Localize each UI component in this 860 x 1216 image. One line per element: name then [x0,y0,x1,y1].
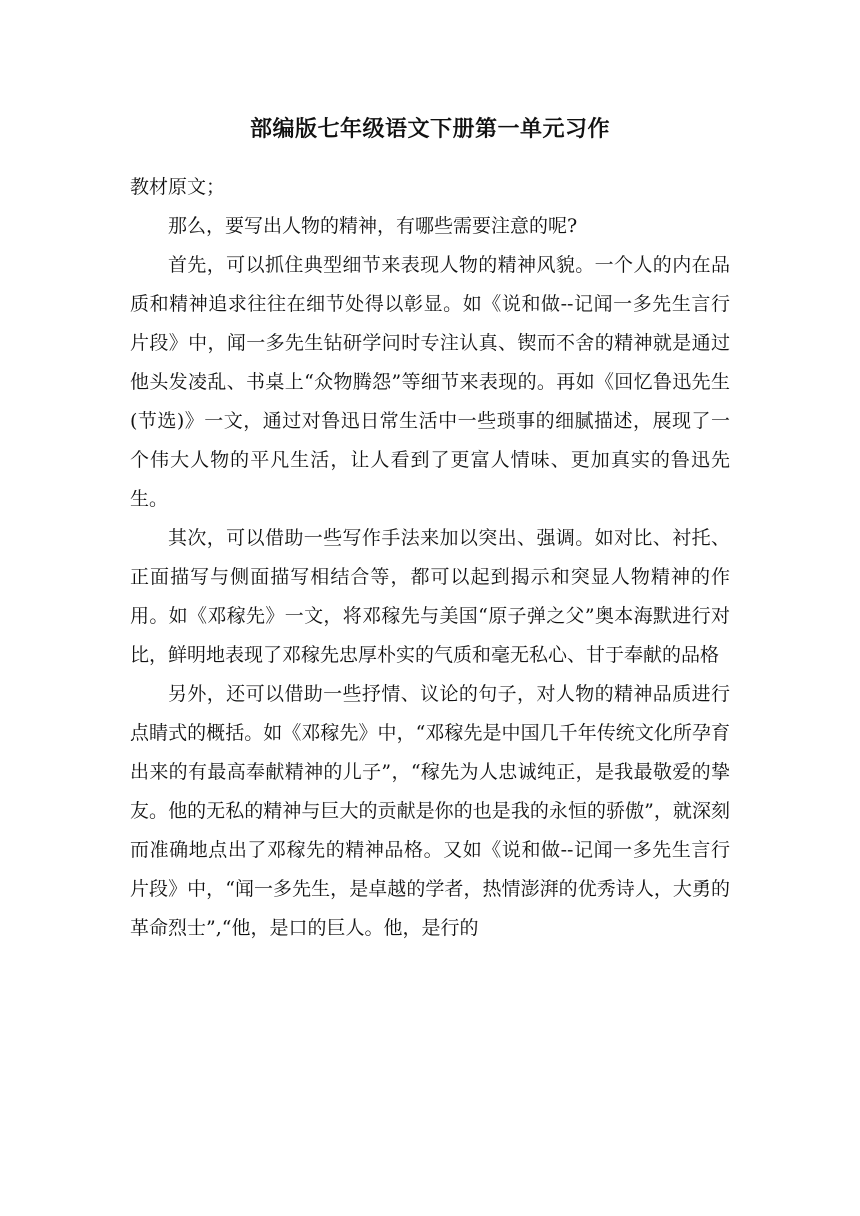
paragraph-source-label: 教材原文； [130,176,226,198]
paragraph-second-method: 其次，可以借助一些写作手法来加以突出、强调。如对比、衬托、正面描写与侧面描写相结合等，都可以起到揭示和突显人物精神的作用。如《邓稼先》一文，将邓稼先与美国“原子弹之父”奥本海默进行对比，鲜明地表现了邓稼先忠厚朴实的气质和毫无私心、甘于奉献的品格 [130,527,730,666]
paragraph-third-method: 另外，还可以借助一些抒情、议论的句子，对人物的精神品质进行点睛式的概括。如《邓稼先》中，“邓稼先是中国几千年传统文化所孕育出来的有最高奉献精神的儿子”，“稼先为人忠诚纯正，是我最敬爱的挚友。他的无私的精神与巨大的贡献是你的也是我的永恒的骄傲”，就深刻而准确地点出了邓稼先的精神品格。又如《说和做--记闻一多先生言行片段》中，“闻一多先生，是卓越的学者，热情澎湃的优秀诗人，大勇的革命烈士”,“他，是口的巨人。他，是行的 [130,683,730,939]
paragraph-intro-question: 那么，要写出人物的精神，有哪些需要注意的呢? [168,215,578,237]
paragraph-first-method: 首先，可以抓住典型细节来表现人物的精神风貌。一个人的内在品质和精神追求往往在细节处得以彰显。如《说和做--记闻一多先生言行片段》中，闻一多先生钻研学问时专注认真、锲而不舍的精神就是通过他头发凌乱、书桌上“众物腾怨”等细节来表现的。再如《回忆鲁迅先生(节选)》一文，通过对鲁迅日常生活中一些琐事的细腻描述，展现了一个伟大人物的平凡生活，让人看到了更富人情味、更加真实的鲁迅先生。 [130,254,730,510]
document-title: 部编版七年级语文下册第一单元习作 [249,117,610,142]
document-body [130,168,730,948]
